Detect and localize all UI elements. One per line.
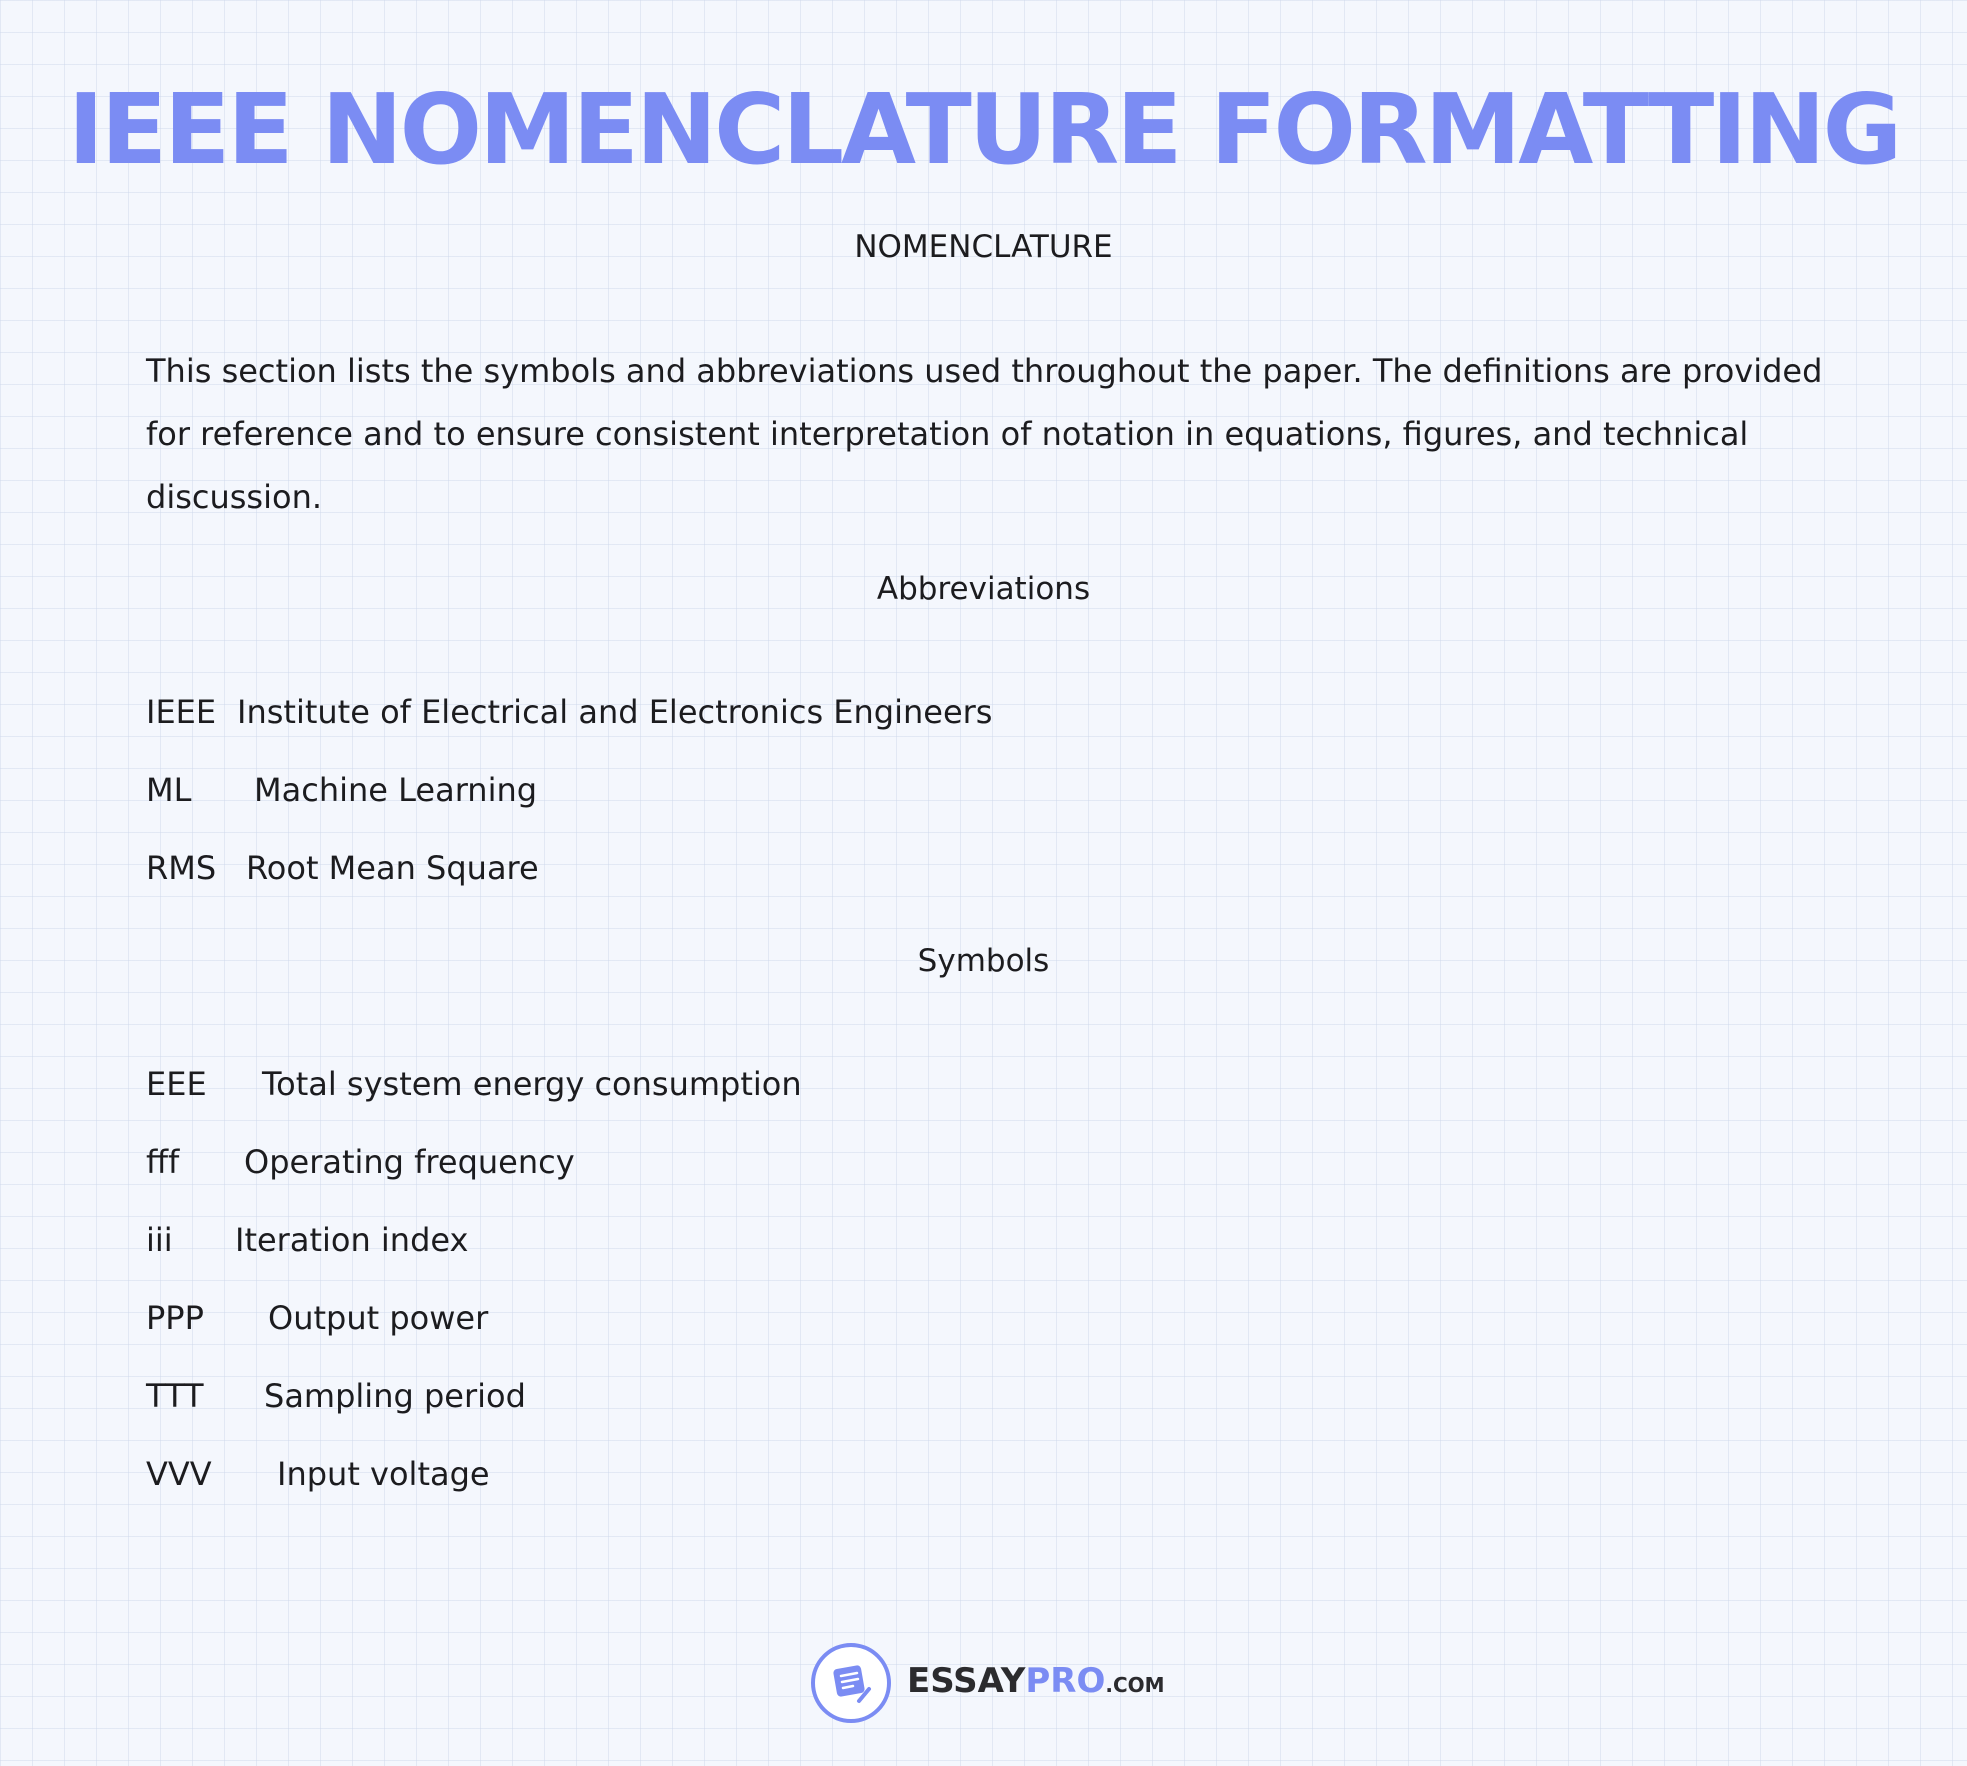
abbreviation-definition: Machine Learning: [254, 771, 538, 809]
list-item: [146, 846, 539, 890]
list-item: [146, 690, 993, 734]
logo-essay-text: ESSAY: [907, 1661, 1026, 1701]
symbol-term: fff: [146, 1143, 180, 1181]
symbol-term: EEE: [146, 1065, 207, 1103]
abbreviation-definition: Root Mean Square: [246, 849, 539, 887]
document-pen-icon: [811, 1643, 891, 1723]
symbol-definition: Operating frequency: [244, 1143, 575, 1181]
list-item: [146, 768, 538, 812]
abbreviation-term: IEEE: [146, 693, 217, 731]
symbols-heading: Symbols: [917, 943, 1050, 979]
symbol-definition: Input voltage: [277, 1455, 490, 1493]
symbol-term: VVV: [146, 1455, 212, 1493]
abbreviations-heading: Abbreviations: [876, 571, 1091, 607]
list-item: [146, 1374, 526, 1418]
intro-paragraph: This section lists the symbols and abbreviations used throughout the paper. The definitions are provided for reference and to ensure consistent interpretation of notation in equations, figures, and technical discussion.: [146, 352, 1823, 516]
symbol-term: PPP: [146, 1299, 204, 1337]
symbol-definition: Sampling period: [264, 1377, 526, 1415]
logo-domain-text: .COM: [1105, 1673, 1165, 1697]
symbol-term: iii: [146, 1221, 173, 1259]
section-heading: NOMENCLATURE: [854, 229, 1113, 265]
essaypro-logo: [811, 1643, 1165, 1723]
logo-wordmark: [907, 1655, 1165, 1711]
symbol-definition: Output power: [268, 1299, 489, 1337]
logo-pro-text: PRO: [1025, 1661, 1106, 1701]
abbreviation-term: RMS: [146, 849, 217, 887]
abbreviation-definition: Institute of Electrical and Electronics Engineers: [237, 693, 993, 731]
list-item: [146, 1062, 802, 1106]
abbreviation-term: ML: [146, 771, 192, 809]
list-item: [146, 1296, 489, 1340]
symbol-definition: Iteration index: [235, 1221, 469, 1259]
symbol-definition: Total system energy consumption: [262, 1065, 802, 1103]
list-item: [146, 1140, 575, 1184]
list-item: [146, 1452, 490, 1496]
list-item: [146, 1218, 469, 1262]
symbol-term: TTT: [146, 1377, 204, 1415]
page-title: IEEE NOMENCLATURE FORMATTING: [67, 73, 1900, 186]
